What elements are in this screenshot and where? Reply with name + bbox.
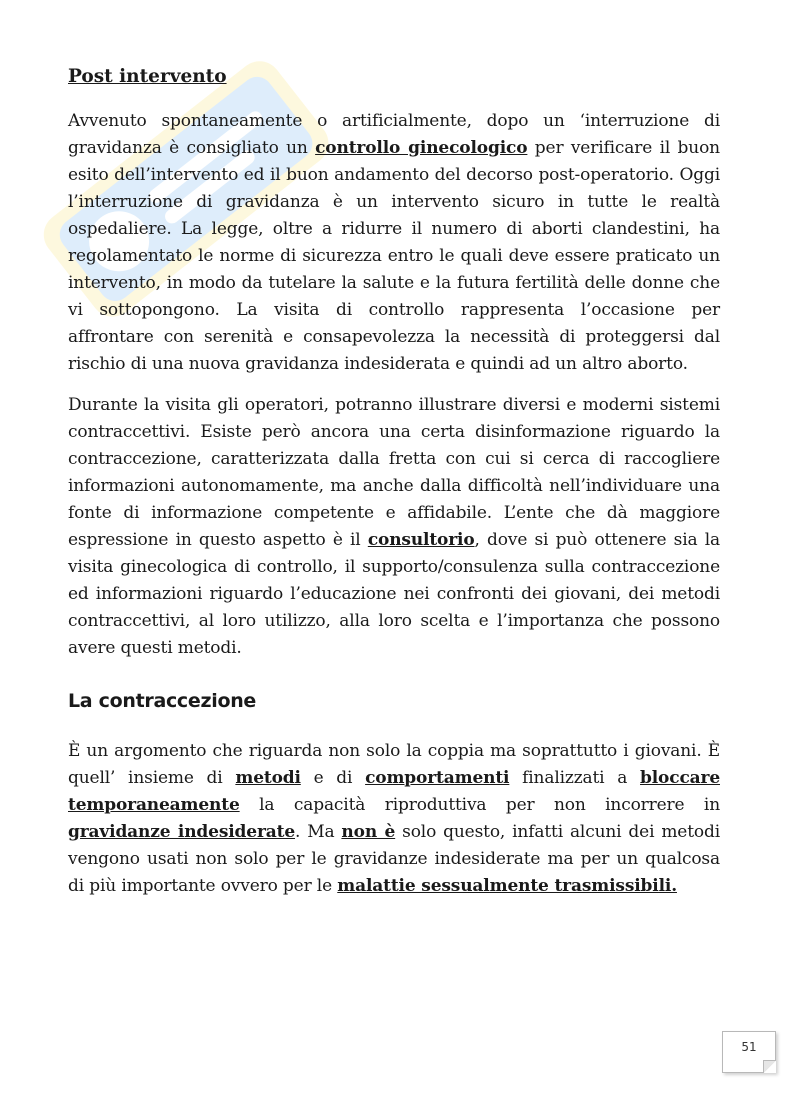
paragraph-contraccezione [68,738,720,900]
paragraph-post-intervento-1 [68,108,720,378]
page-number-badge [722,1031,776,1073]
highlight-controllo-ginecologico: controllo ginecologico [315,138,528,158]
highlight-bloccare-temporaneamente: bloccare temporaneamente [68,768,720,815]
highlight-gravidanze-indesiderate: gravidanze indesiderate [68,822,295,842]
text-run: la capacità riproduttiva per non incorrere in [239,795,720,815]
page-curl-icon [763,1060,776,1073]
text-run: per verificare il buon esito dell’intervento ed il buon andamento del decorso post-operatorio. Oggi l’interruzione di gravidanza è un intervento sicuro in tutte le realtà ospedaliere. La legge, oltre a ridurre il numero di aborti clandestini, ha regolamentato le norme di sicurezza entro le quali deve essere praticato un intervento, in modo da tutelare la salute e la futura fertilità delle donne che vi sottopongono. La visita di controllo rappresenta l’occasione per affrontare con serenità e consapevolezza la necessità di proteggersi dal rischio di una nuova gravidanza indesiderata e quindi ad un altro aborto. [68,138,720,374]
highlight-metodi: metodi [235,768,301,788]
text-run: . Ma [295,822,342,842]
text-run: , dove si può ottenere sia la visita ginecologica di controllo, il supporto/consulenza sulla contraccezione ed informazioni riguardo l’educazione nei confronti dei giovani, dei metodi contraccettivi, al loro utilizzo, alla loro scelta e l’importanza che possono avere questi metodi. [68,530,721,658]
highlight-non-e: non è [341,822,396,842]
highlight-malattie-sessualmente-trasmissibili: malattie sessualmente trasmissibili. [337,876,677,896]
text-run: Avvenuto spontaneamente o artificialmente, dopo un ‘interruzione di gravidanza è consigliato un [68,111,720,158]
highlight-consultorio: consultorio [367,530,475,550]
highlight-comportamenti: comportamenti [365,768,510,788]
text-run: solo questo, infatti alcuni dei metodi vengono usati non solo per le gravidanze indesiderate ma per un qualcosa di più importante ovvero per le [68,822,720,896]
section-heading-post-intervento: Post intervento [68,66,227,87]
text-run: È un argomento che riguarda non solo la coppia ma soprattutto i giovani. È quell’ insieme di [68,741,720,788]
page-content [68,64,720,914]
text-run: e di [300,768,366,788]
text-run: Durante la visita gli operatori, potranno illustrare diversi e moderni sistemi contraccettivi. Esiste però ancora una certa disinformazione riguardo la contraccezione, caratterizzata dalla fretta con cui si cerca di raccogliere informazioni autonomamente, ma anche dalla difficoltà nell’individuare una fonte di informazione competente e affidabile. L’ente che dà maggiore espressione in questo aspetto è il [68,395,720,550]
paragraph-post-intervento-2 [68,392,720,662]
text-run: finalizzati a [509,768,641,788]
section-heading-contraccezione: La contraccezione [68,690,257,712]
page-number: 51 [741,1040,757,1054]
